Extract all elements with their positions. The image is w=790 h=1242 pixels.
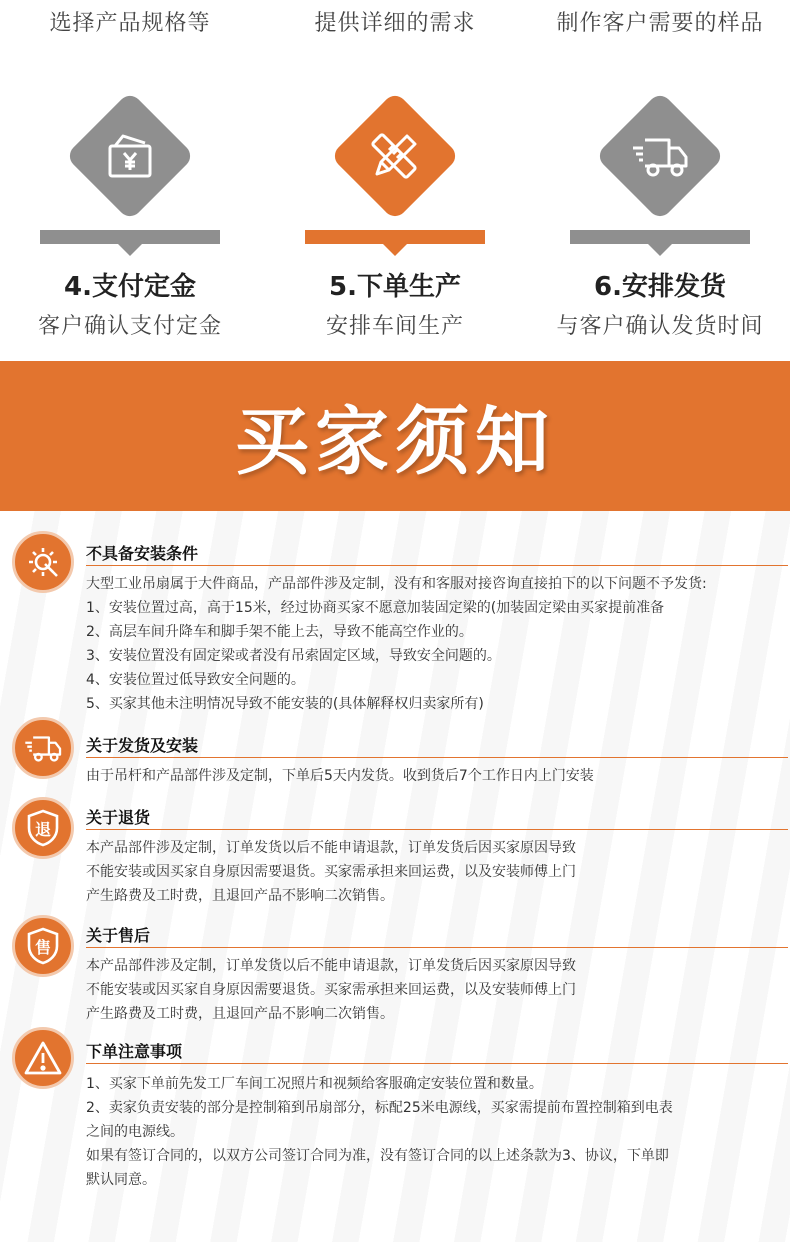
delivery-truck-icon [12, 717, 74, 779]
section-line: 不能安装或因买家自身原因需要退货。买家需承担来回运费，以及安装师傅上门 [86, 864, 576, 880]
section-title: 下单注意事项 [86, 1042, 183, 1061]
step-5-badge [325, 86, 465, 226]
section-line: 默认同意。 [86, 1172, 156, 1188]
step-6 [530, 86, 790, 340]
section-title: 关于售后 [86, 926, 151, 945]
section-body [86, 954, 788, 1026]
section-title: 关于发货及安装 [86, 736, 199, 755]
section-line: 由于吊杆和产品部件涉及定制，下单后5天内发货。收到货后7个工作日内上门安装 [86, 768, 594, 784]
step-5 [265, 86, 525, 340]
step-4-badge [60, 86, 200, 226]
section-line: 4、安装位置过低导致安全问题的。 [86, 672, 305, 688]
section-body [86, 572, 788, 716]
step-3-description: 选择产品规格等 [49, 11, 211, 36]
section-line: 产生路费及工时费，且退回产品不影响二次销售。 [86, 888, 394, 904]
section-divider [86, 565, 788, 566]
refund-icon-text: 退 [34, 820, 52, 839]
delivery-truck-icon [590, 86, 730, 226]
process-steps [0, 0, 790, 360]
section-line: 产生路费及工时费，且退回产品不影响二次销售。 [86, 1006, 394, 1022]
section-line: 之间的电源线。 [86, 1124, 184, 1140]
section-title: 关于退货 [86, 808, 151, 827]
step-4-title: 4.支付定金 [64, 272, 196, 302]
step-5-bar [305, 230, 485, 244]
step-4 [0, 86, 260, 340]
section-line: 5、买家其他未注明情况导致不能安装的(具体解释权归卖家所有) [86, 696, 484, 712]
section-line: 1、安装位置过高，高于15米，经过协商买家不愿意加装固定梁的(加装固定梁由买家提前准备 [86, 600, 665, 616]
buyer-notice-banner [0, 361, 790, 511]
pencil-ruler-icon [325, 86, 465, 226]
section-line: 2、高层车间升降车和脚手架不能上去，导致不能高空作业的。 [86, 624, 473, 640]
section-line: 大型工业吊扇属于大件商品，产品部件涉及定制，没有和客服对接咨询直接拍下的以下问题不予发货: [86, 576, 707, 592]
step-4-subtitle: 客户确认支付定金 [37, 314, 222, 339]
step-6-title: 6.安排发货 [594, 272, 726, 302]
section-divider [86, 947, 788, 948]
warning-triangle-icon [12, 1027, 74, 1089]
step-6-bar [570, 230, 750, 244]
section-divider [86, 1063, 788, 1064]
after-sales-icon-text: 售 [34, 938, 52, 957]
banner-title: 买家须知 [235, 399, 555, 485]
gear-wrench-icon [12, 531, 74, 593]
step-5-subtitle: 安排车间生产 [325, 314, 464, 339]
step-1-description: 制作客户需要的样品 [556, 11, 764, 36]
step-6-subtitle: 与客户确认发货时间 [556, 314, 764, 339]
section-line: 3、安装位置没有固定梁或者没有吊索固定区域，导致安全问题的。 [86, 648, 501, 664]
section-body [86, 836, 788, 908]
section-body [86, 764, 788, 788]
step-5-title: 5.下单生产 [329, 272, 461, 302]
section-divider [86, 757, 788, 758]
section-line: 本产品部件涉及定制，订单发货以后不能申请退款，订单发货后因买家原因导致 [86, 958, 576, 974]
step-2-description: 提供详细的需求 [314, 11, 476, 36]
section-line: 如果有签订合同的，以双方公司签订合同为准，没有签订合同的以上述条款为3、协议，下单即 [86, 1148, 669, 1164]
section-title: 不具备安装条件 [86, 544, 199, 563]
refund-shield-icon [12, 797, 74, 859]
section-body [86, 1072, 788, 1192]
section-line: 1、买家下单前先发工厂车间工况照片和视频给客服确定安装位置和数量。 [86, 1076, 543, 1092]
section-divider [86, 829, 788, 830]
wallet-yen-icon [60, 86, 200, 226]
step-6-badge [590, 86, 730, 226]
section-line: 本产品部件涉及定制，订单发货以后不能申请退款，订单发货后因买家原因导致 [86, 840, 576, 856]
step-4-bar [40, 230, 220, 244]
notice-area [0, 511, 790, 1242]
after-sales-shield-icon [12, 915, 74, 977]
section-line: 不能安装或因买家自身原因需要退货。买家需承担来回运费，以及安装师傅上门 [86, 982, 576, 998]
section-line: 2、卖家负责安装的部分是控制箱到吊扇部分，标配25米电源线，买家需提前布置控制箱到电表 [86, 1100, 673, 1116]
